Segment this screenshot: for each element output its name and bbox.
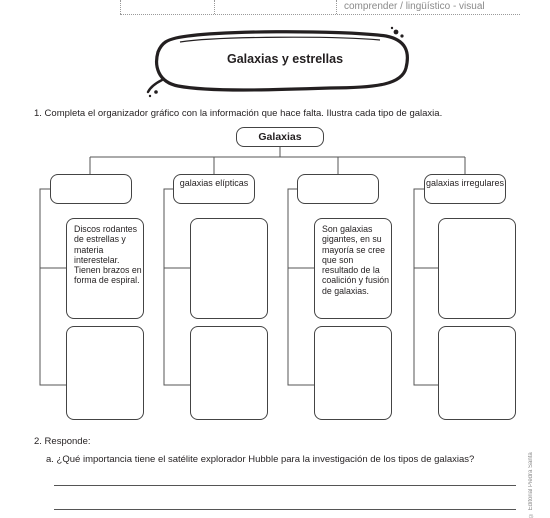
answer-line[interactable] <box>54 509 516 510</box>
instruction-2: 2. Responde: <box>34 436 91 447</box>
drawing-box-1[interactable] <box>66 326 144 420</box>
page-title: Galaxias y estrellas <box>226 52 344 66</box>
description-text <box>191 219 267 224</box>
category-box-3[interactable] <box>297 174 379 204</box>
description-box-1 <box>66 218 144 319</box>
header-caption: comprender / lingüístico - visual <box>344 1 485 12</box>
answer-line[interactable] <box>54 485 516 486</box>
description-box-3 <box>314 218 392 319</box>
copyright-notice: © Editorial Piedra Santa <box>528 452 534 518</box>
category-box-2: galaxias elípticas <box>173 174 255 204</box>
description-box-4[interactable] <box>438 218 516 319</box>
drawing-box-4[interactable] <box>438 326 516 420</box>
drawing-box-2[interactable] <box>190 326 268 420</box>
question-a: a. ¿Qué importancia tiene el satélite explorador Hubble para la investigación de los tipos de galaxias? <box>46 454 475 465</box>
description-text: Discos rodantes de estrellas y materia interestelar. Tienen brazos en forma de espiral. <box>74 224 142 286</box>
description-text: Son galaxias gigantes, en su mayoría se cree que son resultado de la coalición y fusión de galaxias. <box>322 224 389 296</box>
drawing-box-3[interactable] <box>314 326 392 420</box>
organizer-root: Galaxias <box>236 127 324 147</box>
description-box-2[interactable] <box>190 218 268 319</box>
category-box-1[interactable] <box>50 174 132 204</box>
category-box-4: galaxias irregulares <box>424 174 506 204</box>
instruction-1: 1. Completa el organizador gráfico con la información que hace falta. Ilustra cada tipo de galaxia. <box>34 108 443 119</box>
description-text <box>439 219 515 224</box>
